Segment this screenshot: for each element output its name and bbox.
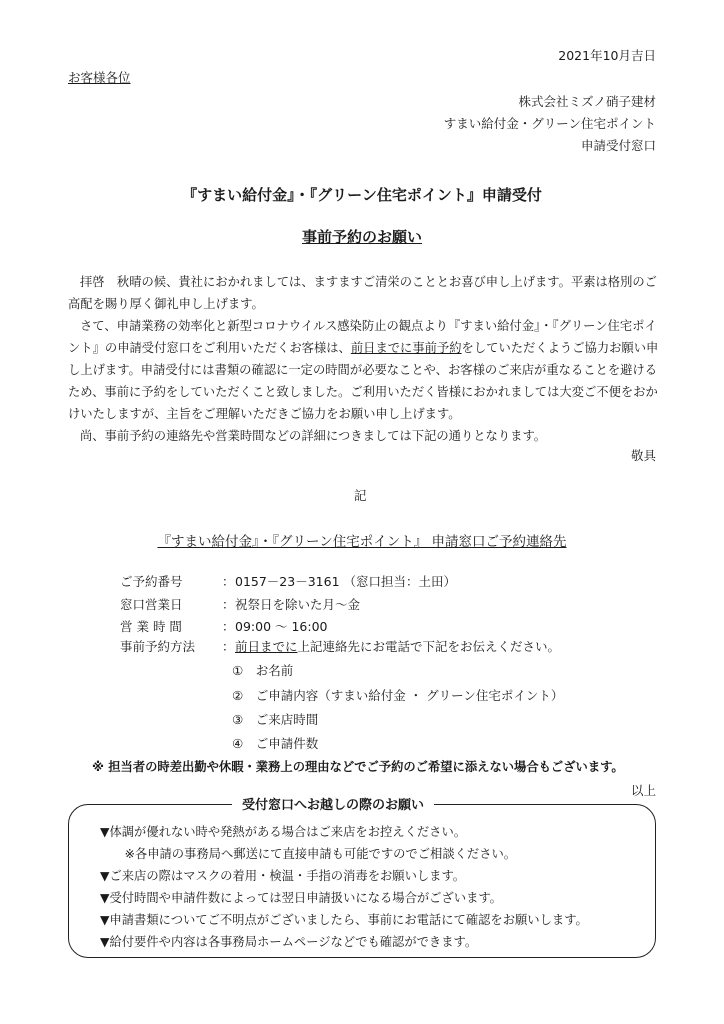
hours-label: 営 業 時 間 [120,619,182,634]
list-item-name: ① お名前 [232,663,294,678]
document-title: 『すまい給付金』・『グリーン住宅ポイント』申請受付 [182,186,542,204]
notice-line-requirements: ▼給付要件や内容は各事務局ホームページなどでも確認ができます。 [100,935,478,949]
letter-body [68,271,668,447]
days-label: 窓口営業日 [120,597,183,612]
closing-keigu: 敬具 [630,448,656,463]
list-item-visit-time: ③ ご来店時間 [232,712,319,727]
phone-label: ご予約番号 [120,574,183,589]
notice-line-health: ▼体調が優れない時や発熱がある場合はご来店をお控えください。 [100,825,467,839]
method-colon: ： [222,639,235,654]
notice-box-title: 受付窓口へお越しの際のお願い [232,794,434,813]
notice-line-mail: ※各申請の事務局へ郵送にて直接申請も可能ですのでご相談ください。 [100,847,517,861]
sender-department: すまい給付金・グリーン住宅ポイント [443,116,656,131]
request-text-b: をしていただくようご協力お願い申し上げます。申請受付には書類の確認に一定の時間が必要なことや、お客様のご来店が重なることを避けるため、事前に予約をしていただくこと致しました。ご利用いただく皆様におかれましては大変ご不便をおかけいたしますが、主旨をご理解いただきご協力をお願い申し上げます。 [68,341,659,421]
method-deadline: 前日までに [235,639,298,654]
closing-ijou: 以上 [630,783,656,798]
days-colon: ： [222,597,235,612]
paragraph-greeting: 拝啓 秋晴の候、貴社におかれましては、ますますご清栄のこととお喜び申し上げます。平素は格別のご高配を賜り厚く御礼申し上げます。 [68,275,657,311]
list-item-count: ④ ご申請件数 [232,736,319,751]
phone-value: 0157－23－3161 （窓口担当：土田） [235,574,457,589]
request-reservation: 事前予約 [412,341,462,355]
contact-heading: 『すまい給付金』・『グリーン住宅ポイント』 申請窓口ご予約連絡先 [157,534,567,550]
request-text-a: さて、申請業務の効率化と新型コロナウイルス感染防止の観点より『すまい給付金』・『グリーン住宅ポイント』の申請受付窓口をご利用いただくお客様は、 [68,319,657,355]
document-subtitle: 事前予約のお願い [301,228,422,246]
notice-line-next-day: ▼受付時間や申請件数によっては翌日申請扱いになる場合がございます。 [100,891,502,905]
notice-line-mask: ▼ご来店の際はマスクの着用・検温・手指の消毒をお願いします。 [100,869,466,883]
hours-colon: ： [222,619,235,634]
list-item-application: ② ご申請内容（すまい給付金 ・ グリーン住宅ポイント） [232,688,564,703]
ki-marker: 記 [354,488,367,503]
method-label: 事前予約方法 [120,639,196,654]
method-value [235,637,560,655]
document-date: 2021年10月吉日 [558,48,656,63]
hours-value: 09:00 ～ 16:00 [235,619,328,634]
notice-line-documents: ▼申請書類についてご不明点がございましたら、事前にお電話にて確認をお願いします。 [100,913,588,927]
days-value: 祝祭日を除いた月～金 [235,597,361,612]
paragraph-details: 尚、事前予約の連絡先や営業時間などの詳細につきましては下記の通りとなります。 [80,429,547,443]
sender-company: 株式会社ミズノ硝子建材 [518,94,656,109]
note-text: ※ 担当者の時差出勤や休暇・業務上の理由などでご予約のご希望に添えない場合もございます。 [92,760,624,774]
method-text: 上記連絡先にお電話で下記をお伝えください。 [297,639,561,654]
addressee: お客様各位 [68,70,131,85]
paragraph-request [68,315,668,425]
sender-window: 申請受付窓口 [580,138,656,153]
request-deadline: 前日までに [350,341,413,355]
phone-colon: ： [222,574,235,589]
